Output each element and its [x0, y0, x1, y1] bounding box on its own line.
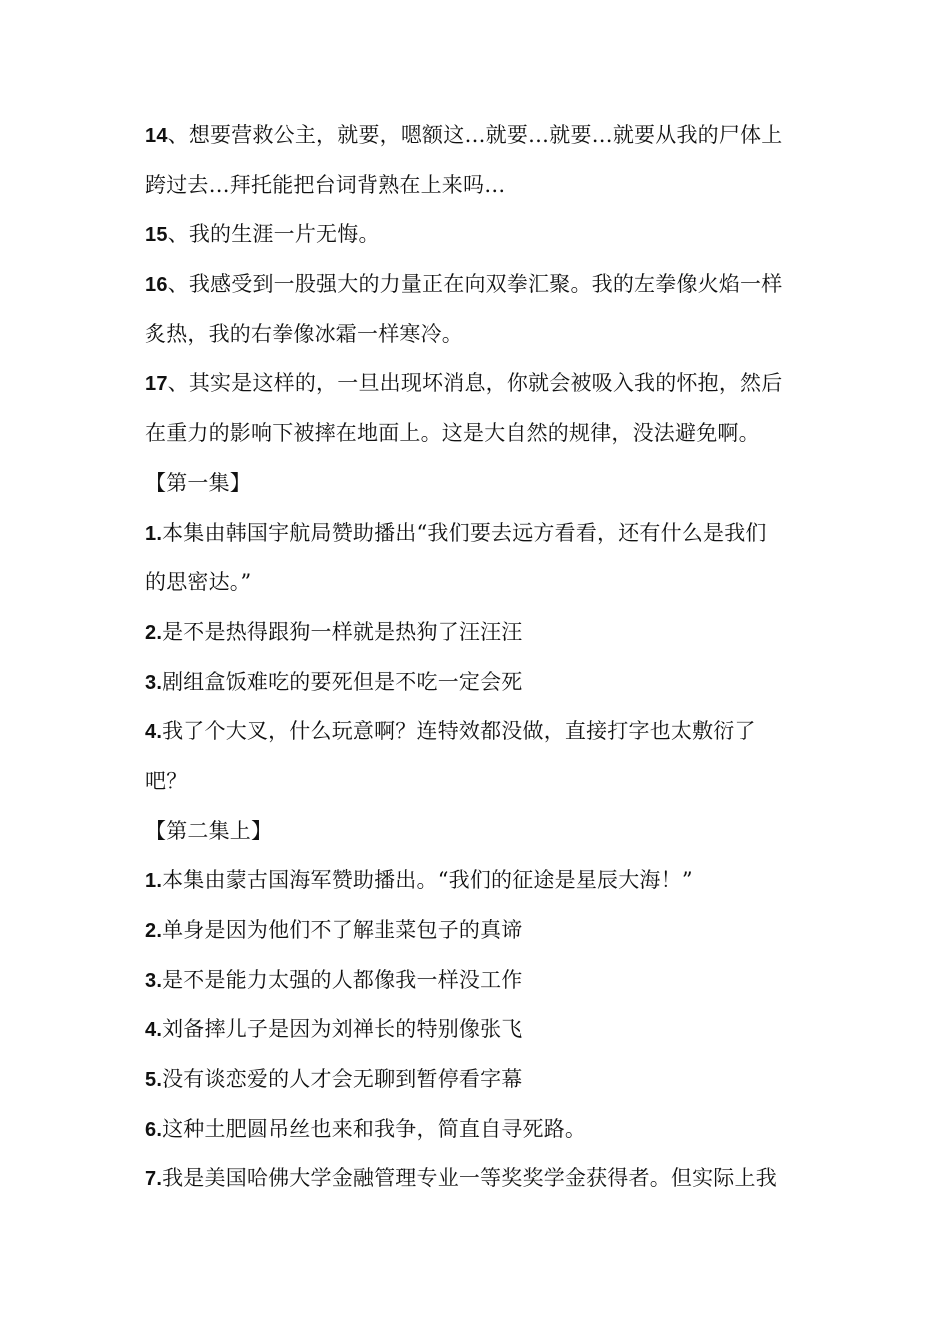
line-text: 我是美国哈佛大学金融管理专业一等奖奖学金获得者。但实际上我	[162, 1166, 777, 1191]
line-text: 本集由蒙古国海军赞助播出。“我们的征途是星辰大海！”	[162, 868, 693, 893]
item-number: 4.	[145, 1019, 163, 1042]
text-line	[145, 509, 810, 559]
document-body	[145, 111, 810, 1204]
item-number: 2.	[145, 920, 163, 942]
text-line	[145, 956, 810, 1006]
text-line	[145, 558, 810, 608]
section-heading	[145, 807, 810, 857]
text-line	[145, 658, 810, 708]
text-line	[145, 1055, 810, 1105]
item-number: 6.	[145, 1118, 163, 1141]
text-line	[145, 608, 810, 658]
line-text: 吧？	[145, 768, 188, 793]
text-line	[145, 1005, 810, 1055]
text-line	[145, 707, 810, 757]
line-text: 【第一集】	[145, 470, 251, 495]
text-line	[145, 1154, 810, 1204]
item-number: 15	[145, 224, 168, 247]
text-line	[145, 210, 810, 260]
item-number: 17	[145, 373, 168, 396]
text-line	[145, 260, 810, 310]
item-number: 3.	[145, 671, 163, 694]
item-number: 16	[145, 274, 168, 297]
line-text: 我了个大叉，什么玩意啊？连特效都没做，直接打字也太敷衍了	[162, 719, 756, 744]
text-line	[145, 161, 810, 211]
item-number: 2.	[145, 621, 163, 644]
line-text: 本集由韩国宇航局赞助播出“我们要去远方看看，还有什么是我们	[162, 520, 767, 545]
line-text: 在重力的影响下被摔在地面上。这是大自然的规律，没法避免啊。	[145, 421, 760, 446]
text-line	[145, 757, 810, 807]
line-text: 、我感受到一股强大的力量正在向双拳汇聚。我的左拳像火焰一样	[167, 272, 783, 297]
line-text: 剧组盒饭难吃的要死但是不吃一定会死	[162, 669, 523, 694]
line-text: 、其实是这样的，一旦出现坏消息，你就会被吸入我的怀抱，然后	[167, 371, 783, 396]
text-line	[145, 359, 810, 409]
line-text: 是不是能力太强的人都像我一样没工作	[162, 967, 523, 992]
line-text: 没有谈恋爱的人才会无聊到暂停看字幕	[162, 1067, 523, 1092]
text-line	[145, 409, 810, 459]
line-text: 是不是热得跟狗一样就是热狗了汪汪汪	[162, 619, 523, 644]
text-line	[145, 111, 810, 161]
item-number: 5.	[145, 1069, 163, 1092]
line-text: 、想要营救公主，就要，嗯额这…就要…就要…就要从我的尸体上	[167, 123, 783, 147]
text-line	[145, 856, 810, 906]
item-number: 1.	[145, 870, 163, 893]
text-line	[145, 1105, 810, 1155]
line-text: 这种土肥圆吊丝也来和我争，简直自寻死路。	[162, 1116, 587, 1141]
line-text: 【第二集上】	[145, 818, 273, 843]
line-text: 跨过去…拜托能把台词背熟在上来吗…	[145, 172, 506, 197]
text-line	[145, 310, 810, 360]
line-text: 单身是因为他们不了解韭菜包子的真谛	[162, 918, 523, 942]
text-line	[145, 906, 810, 956]
line-text: 、我的生涯一片无悔。	[167, 222, 380, 247]
item-number: 4.	[145, 721, 163, 744]
line-text: 的思密达。”	[145, 570, 252, 595]
line-text: 炙热，我的右拳像冰霜一样寒冷。	[145, 321, 463, 346]
item-number: 7.	[145, 1168, 163, 1191]
section-heading	[145, 459, 810, 509]
item-number: 3.	[145, 969, 163, 992]
line-text: 刘备摔儿子是因为刘禅长的特别像张飞	[162, 1017, 523, 1042]
item-number: 1.	[145, 522, 163, 545]
item-number: 14	[145, 125, 168, 147]
